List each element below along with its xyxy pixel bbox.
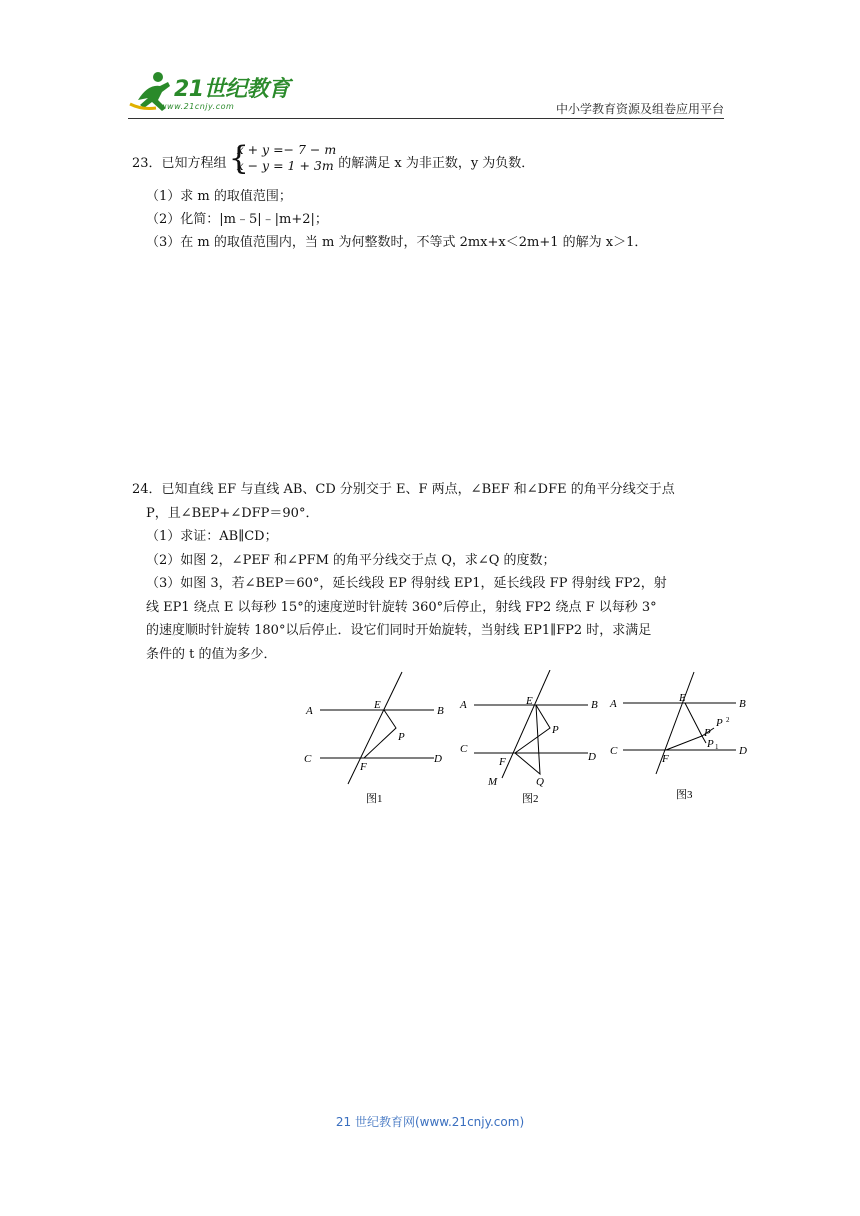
q24-line1: 已知直线 EF 与直线 AB、CD 分别交于 E、F 两点，∠BEF 和∠DFE 的角平分线交于点: [161, 482, 675, 497]
fig2-label-a: A: [460, 699, 467, 711]
fig2-bisectors-p: [515, 705, 550, 753]
fig3-ep-fp: [666, 703, 702, 750]
figure-2: [474, 670, 588, 778]
logo-url: www.21cnjy.com: [160, 102, 235, 111]
question-24: [132, 478, 732, 666]
fig2-label-b: B: [591, 699, 598, 711]
q23-tail: 的解满足 x 为非正数，y 为负数．: [338, 156, 535, 171]
fig3-label-p: P: [704, 727, 711, 739]
logo: [128, 66, 298, 116]
q24-part3-line2: 线 EP1 绕点 E 以每秒 15°的速度逆时针旋转 360°后停止，射线 FP2 绕点 F 以每秒 3°: [146, 599, 657, 615]
page-footer: 21 世纪教育网(www.21cnjy.com): [335, 1115, 525, 1129]
page-header: [128, 66, 724, 118]
fig1-label-e: E: [374, 699, 381, 711]
fig3-label-b: B: [739, 698, 746, 710]
q23-part3: （3）在 m 的取值范围内，当 m 为何整数时，不等式 2mx+x＜2m+1 的解为 x＞1．: [146, 235, 648, 250]
fig1-caption: 图1: [366, 793, 383, 805]
figures: [296, 670, 756, 815]
q23-stem: [132, 139, 732, 185]
fig3-label-p1: P: [707, 738, 714, 750]
q23-part1: （1）求 m 的取值范围；: [146, 189, 292, 204]
fig1-label-c: C: [304, 753, 312, 765]
fig3-label-a: A: [610, 698, 617, 710]
fig3-label-c: C: [610, 745, 618, 757]
fig1-label-d: D: [434, 753, 442, 765]
q24-part3-line1: （3）如图 3，若∠BEP＝60°，延长线段 EP 得射线 EP1，延长线段 FP 得射线 FP2，射: [146, 576, 667, 591]
fig2-label-e: E: [526, 695, 533, 707]
brace-icon: {: [228, 139, 249, 177]
fig1-line-ef: [348, 672, 402, 784]
fig2-label-f: F: [499, 756, 506, 768]
fig2-label-m: M: [488, 776, 498, 788]
fig2-caption: 图2: [522, 793, 539, 805]
q24-part2: （2）如图 2，∠PEF 和∠PFM 的角平分线交于点 Q，求∠Q 的度数；: [146, 552, 556, 568]
header-divider: [128, 118, 724, 119]
fig3-label-p2-sub: 2: [726, 716, 730, 724]
equation-system: [228, 139, 337, 185]
fig2-label-d: D: [588, 751, 596, 763]
q23-number: 23．: [132, 156, 162, 171]
logo-text: 21世纪教育: [174, 77, 290, 102]
fig3-label-p1-sub: 1: [715, 743, 719, 751]
q24-stem-line1: [132, 478, 732, 502]
fig3-label-e: E: [679, 692, 686, 704]
question-23: [132, 139, 732, 254]
q23-part2: （2）化简：|m﹣5|﹣|m+2|；: [146, 212, 328, 227]
equation-2: x − y = 1 + 3m: [236, 158, 334, 173]
fig2-label-p: P: [552, 724, 559, 736]
fig3-caption: 图3: [676, 789, 693, 801]
fig3-label-d: D: [739, 745, 747, 757]
q24-stem-line2: P，且∠BEP+∠DFP＝90°．: [146, 505, 319, 521]
header-platform-text: 中小学教育资源及组卷应用平台: [555, 102, 724, 116]
fig2-label-q: Q: [536, 776, 544, 788]
fig3-label-f: F: [662, 753, 669, 765]
figure-1: [320, 672, 434, 784]
geometry-figures: [296, 670, 756, 815]
equation-1: x + y =− 7 − m: [236, 142, 337, 157]
fig1-label-b: B: [437, 705, 444, 717]
fig1-label-a: A: [306, 705, 313, 717]
fig3-label-p2: P: [716, 717, 723, 729]
q23-lead: 已知方程组: [161, 156, 227, 171]
q24-part3-line3: 的速度顺时针旋转 180°以后停止．设它们同时开始旋转，当射线 EP1∥FP2 时，求满足: [146, 623, 652, 638]
q24-part1: （1）求证：AB∥CD；: [146, 529, 278, 544]
fig2-label-c: C: [460, 743, 468, 755]
q24-part3-line4: 条件的 t 的值为多少．: [146, 646, 277, 662]
fig1-label-p: P: [398, 731, 405, 743]
fig1-label-f: F: [360, 761, 367, 773]
q24-number: 24．: [132, 482, 162, 497]
